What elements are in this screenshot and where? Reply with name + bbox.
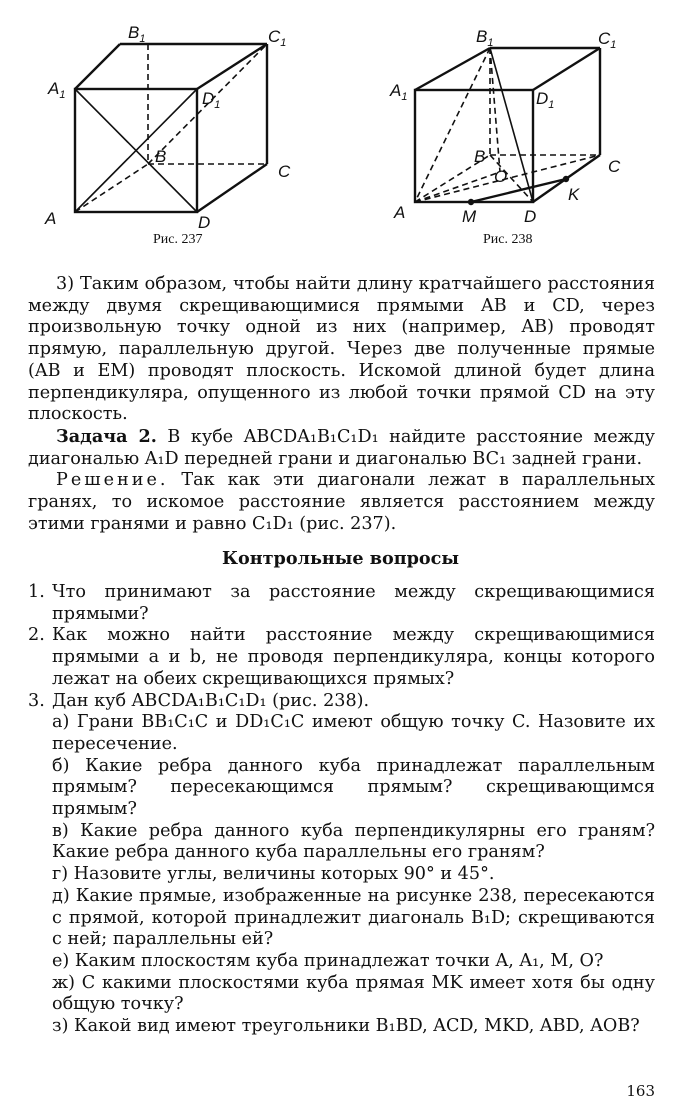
label-B: B: [155, 147, 167, 166]
label-D: D: [524, 207, 537, 226]
caption-237: Рис. 237: [153, 232, 203, 247]
svg-text:B1: $B_1$: [128, 23, 146, 45]
task-2-title: Задача 2.: [56, 425, 157, 447]
label-A: A: [45, 209, 57, 228]
question-text: Как можно найти расстояние между скрещивающимися прямыми a и b, не проводя перпендикуляра, концы которого лежат на обеих скрещивающихся прямых?: [52, 625, 655, 689]
question-2: [28, 625, 655, 690]
label-O: O: [494, 167, 508, 186]
front-face: [415, 90, 533, 202]
question-text: Дан куб ABCDA₁B₁C₁D₁ (рис. 238).: [52, 690, 370, 711]
question-1: [28, 582, 655, 625]
paragraph-3: 3) Таким образом, чтобы найти длину кратчайшего расстояния между двумя скрещивающимися прямыми AB и CD, через произвольную точку одной из них (например, AB) проводят прямую, параллельную другой. Через две полученные прямые (AB и EM) проводят плоскость. Искомой длиной будет длина перпендикуляра, опущенного из любой точки прямой CD на эту плоскость.: [28, 274, 655, 425]
solution-label: Решение.: [56, 470, 169, 491]
svg-text:C1: $C_1$: [268, 27, 287, 49]
cube-diagram-237: [40, 22, 300, 232]
subquestion-v: в) Какие ребра данного куба перпендикулярны его граням? Какие ребра данного куба параллельны его граням?: [52, 820, 655, 863]
page-number: 163: [626, 1082, 655, 1100]
subquestion-a: а) Грани BB₁C₁C и DD₁C₁C имеют общую точку C. Назовите их пересечение.: [52, 712, 655, 754]
label-A: A: [394, 203, 406, 222]
question-number: 3.: [28, 690, 45, 711]
label-C: C: [608, 157, 621, 176]
svg-text:A1: $A_1$: [48, 79, 66, 101]
figure-238: [388, 22, 648, 232]
solution: [28, 470, 655, 535]
subquestion-g: г) Назовите углы, величины которых 90° и 45°.: [52, 864, 495, 885]
label-B: B: [474, 147, 486, 166]
question-number: 1.: [28, 582, 45, 602]
label-K: K: [568, 185, 580, 204]
solution-text: Так как эти диагонали лежат в параллельных гранях, то искомое расстояние является расстоянием между этими гранями и равно C₁D₁ (рис. 237).: [28, 470, 656, 534]
subquestion-b: б) Какие ребра данного куба принадлежат параллельным прямым? пересекающимся прямым? скрещивающимся прямым?: [52, 755, 655, 820]
subquestion-d: д) Какие прямые, изображенные на рисунке 238, пересекаются с прямой, которой принадлежит диагональ B₁D; скрещиваются с ней; параллельны ей?: [52, 885, 655, 950]
task-2: [28, 426, 655, 470]
label-D: D: [198, 213, 211, 232]
label-M: M: [462, 207, 477, 226]
svg-text:D1: $D_1$: [202, 89, 221, 111]
question-text: Что принимают за расстояние между скрещивающимися прямыми?: [52, 582, 655, 624]
cube-diagram-238: [388, 22, 648, 232]
figure-237: [40, 22, 300, 232]
subquestion-z: з) Какой вид имеют треугольники B₁BD, ACD, MKD, ABD, AOB?: [52, 1016, 640, 1037]
subquestion-zh: ж) С какими плоскостями куба прямая MK имеет хотя бы одну общую точку?: [52, 972, 655, 1015]
subquestion-e: е) Каким плоскостям куба принадлежат точки A, A₁, M, O?: [52, 950, 604, 971]
label-C: C: [278, 162, 291, 181]
section-title: Контрольные вопросы: [222, 548, 459, 569]
svg-text:D1: $D_1$: [536, 89, 555, 111]
svg-text:C1: $C_1$: [598, 29, 617, 51]
caption-238: Рис. 238: [483, 232, 533, 247]
questions-block: [28, 582, 655, 1038]
question-3: [28, 691, 655, 713]
task-2-text: В кубе ABCDA₁B₁C₁D₁ найдите расстояние между диагональю A₁D передней грани и диагональю BC₁ задней грани.: [28, 426, 656, 469]
main-text: [28, 274, 655, 535]
question-number: 2.: [28, 625, 45, 646]
svg-text:A1: $A_1$: [390, 81, 408, 103]
svg-text:B1: $B_1$: [476, 27, 494, 49]
